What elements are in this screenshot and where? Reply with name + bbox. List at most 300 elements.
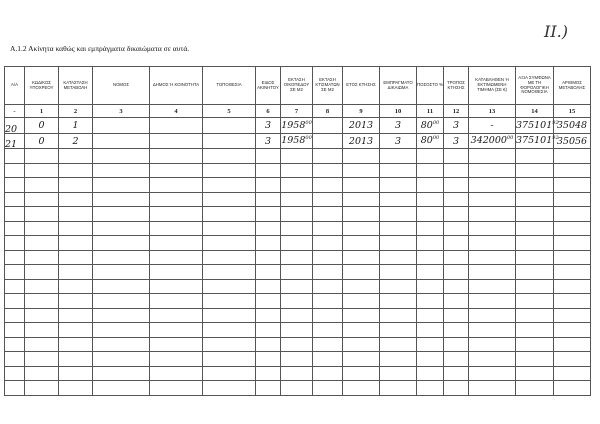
- blank-cell: [256, 178, 281, 193]
- blank-cell: [150, 366, 203, 381]
- blank-cell: [313, 163, 343, 178]
- blank-table-row: [5, 366, 591, 381]
- blank-cell: [313, 250, 343, 265]
- blank-cell: [554, 381, 591, 396]
- blank-cell: [516, 265, 554, 280]
- blank-cell: [59, 366, 93, 381]
- redacted-cell: [203, 133, 256, 149]
- blank-cell: [203, 207, 256, 222]
- row-index-margin: 20: [5, 124, 18, 135]
- blank-cell: [93, 279, 150, 294]
- blank-cell: [343, 366, 380, 381]
- blank-table-row: [5, 279, 591, 294]
- blank-cell: [516, 308, 554, 323]
- blank-cell: [5, 337, 25, 352]
- table-row: [5, 118, 591, 134]
- blank-cell: [281, 279, 313, 294]
- blank-cell: [256, 149, 281, 164]
- blank-cell: [516, 149, 554, 164]
- blank-cell: [444, 294, 469, 309]
- blank-cell: [5, 366, 25, 381]
- blank-cell: [5, 323, 25, 338]
- blank-cell: [203, 236, 256, 251]
- blank-cell: [150, 381, 203, 396]
- blank-cell: [313, 149, 343, 164]
- blank-cell: [343, 250, 380, 265]
- blank-cell: [343, 381, 380, 396]
- blank-cell: [203, 163, 256, 178]
- header-cell: ΚΩΔΙΚΟΣ ΥΠΟΧΡΕΟΥ: [25, 67, 59, 105]
- blank-cell: [281, 149, 313, 164]
- blank-table-row: [5, 323, 591, 338]
- blank-table-row: [5, 236, 591, 251]
- cell-aa: [5, 133, 25, 149]
- blank-cell: [5, 221, 25, 236]
- blank-cell: [554, 250, 591, 265]
- blank-cell: [417, 279, 444, 294]
- cell-acquisition-method: 3: [444, 118, 469, 134]
- blank-cell: [203, 366, 256, 381]
- blank-cell: [313, 294, 343, 309]
- blank-cell: [444, 192, 469, 207]
- blank-table-row: [5, 265, 591, 280]
- cell-aa: [5, 118, 25, 134]
- blank-cell: [203, 323, 256, 338]
- blank-cell: [444, 308, 469, 323]
- cell-price-paid: 342000$^{00}$: [469, 133, 516, 149]
- blank-cell: [25, 352, 59, 367]
- blank-cell: [25, 323, 59, 338]
- blank-table-row: [5, 337, 591, 352]
- blank-cell: [554, 163, 591, 178]
- blank-cell: [313, 352, 343, 367]
- header-cell: ΑΞΙΑ ΣΥΜΦΩΝΑ ΜΕ ΤΗ ΦΟΡΟΛΟΓΙΚΗ ΝΟΜΟΘΕΣΙΑ: [516, 67, 554, 105]
- blank-cell: [25, 221, 59, 236]
- blank-cell: [150, 178, 203, 193]
- blank-cell: [554, 178, 591, 193]
- blank-table-row: [5, 207, 591, 222]
- blank-cell: [313, 236, 343, 251]
- cell-acquisition-method: 3: [444, 133, 469, 149]
- blank-cell: [256, 207, 281, 222]
- blank-cell: [343, 294, 380, 309]
- blank-table-row: [5, 178, 591, 193]
- blank-cell: [93, 352, 150, 367]
- blank-cell: [281, 178, 313, 193]
- blank-cell: [313, 192, 343, 207]
- blank-cell: [417, 352, 444, 367]
- blank-cell: [281, 236, 313, 251]
- blank-cell: [417, 207, 444, 222]
- blank-cell: [25, 178, 59, 193]
- blank-cell: [150, 294, 203, 309]
- blank-cell: [469, 149, 516, 164]
- blank-cell: [25, 381, 59, 396]
- blank-cell: [516, 221, 554, 236]
- blank-cell: [554, 265, 591, 280]
- blank-cell: [5, 265, 25, 280]
- blank-cell: [59, 308, 93, 323]
- blank-cell: [516, 192, 554, 207]
- blank-cell: [380, 337, 417, 352]
- blank-cell: [554, 149, 591, 164]
- blank-table-row: [5, 221, 591, 236]
- blank-cell: [59, 265, 93, 280]
- blank-cell: [150, 323, 203, 338]
- cell-building-area: [313, 133, 343, 149]
- blank-cell: [150, 163, 203, 178]
- blank-cell: [150, 192, 203, 207]
- blank-cell: [469, 207, 516, 222]
- blank-cell: [380, 149, 417, 164]
- blank-cell: [417, 337, 444, 352]
- blank-cell: [203, 149, 256, 164]
- blank-cell: [281, 250, 313, 265]
- blank-cell: [516, 250, 554, 265]
- blank-cell: [256, 352, 281, 367]
- blank-cell: [380, 308, 417, 323]
- blank-cell: [25, 163, 59, 178]
- blank-cell: [469, 265, 516, 280]
- cell-obligor-code: 0: [25, 118, 59, 134]
- blank-cell: [343, 323, 380, 338]
- blank-cell: [516, 323, 554, 338]
- blank-cell: [469, 178, 516, 193]
- blank-cell: [554, 221, 591, 236]
- blank-cell: [444, 149, 469, 164]
- blank-cell: [380, 221, 417, 236]
- blank-cell: [59, 279, 93, 294]
- blank-cell: [5, 381, 25, 396]
- column-number: 9: [343, 105, 380, 118]
- section-heading: Α.1.2 Ακίνητα καθώς και εμπράγματα δικαιώματα σε αυτά.: [10, 44, 190, 53]
- blank-cell: [150, 265, 203, 280]
- cell-tax-value: 375101$^{92}$: [516, 118, 554, 134]
- blank-cell: [150, 207, 203, 222]
- blank-cell: [203, 265, 256, 280]
- blank-cell: [343, 207, 380, 222]
- blank-cell: [5, 192, 25, 207]
- column-number: 1: [25, 105, 59, 118]
- blank-cell: [554, 279, 591, 294]
- blank-cell: [203, 192, 256, 207]
- blank-cell: [313, 308, 343, 323]
- blank-cell: [313, 178, 343, 193]
- cell-building-area: [313, 118, 343, 134]
- cell-tax-value: 375101$^{92}$: [516, 133, 554, 149]
- blank-cell: [150, 149, 203, 164]
- blank-cell: [25, 207, 59, 222]
- blank-cell: [343, 192, 380, 207]
- cell-price-paid: -: [469, 118, 516, 134]
- blank-cell: [59, 149, 93, 164]
- blank-cell: [343, 308, 380, 323]
- blank-cell: [281, 192, 313, 207]
- header-cell: ΕΙΔΟΣ ΑΚΙΝΗΤΟΥ: [256, 67, 281, 105]
- blank-cell: [25, 366, 59, 381]
- blank-cell: [516, 294, 554, 309]
- blank-cell: [256, 381, 281, 396]
- blank-cell: [281, 337, 313, 352]
- blank-cell: [5, 294, 25, 309]
- blank-cell: [343, 149, 380, 164]
- blank-cell: [203, 294, 256, 309]
- blank-cell: [444, 163, 469, 178]
- blank-cell: [469, 250, 516, 265]
- blank-cell: [93, 178, 150, 193]
- header-cell: ΠΟΣΟΣΤΟ %: [417, 67, 444, 105]
- table-row: [5, 133, 591, 149]
- blank-cell: [256, 163, 281, 178]
- blank-cell: [5, 149, 25, 164]
- cell-obligor-code: 0: [25, 133, 59, 149]
- blank-cell: [417, 366, 444, 381]
- blank-cell: [417, 192, 444, 207]
- blank-cell: [25, 265, 59, 280]
- redacted-cell: [93, 133, 150, 149]
- header-cell: ΤΡΟΠΟΣ ΚΤΗΣΗΣ: [444, 67, 469, 105]
- blank-cell: [93, 221, 150, 236]
- blank-cell: [444, 366, 469, 381]
- blank-cell: [59, 381, 93, 396]
- blank-cell: [5, 207, 25, 222]
- blank-cell: [469, 236, 516, 251]
- column-number: 6: [256, 105, 281, 118]
- blank-cell: [256, 192, 281, 207]
- blank-cell: [417, 265, 444, 280]
- blank-table-row: [5, 192, 591, 207]
- blank-cell: [343, 163, 380, 178]
- blank-cell: [343, 236, 380, 251]
- column-number: 14: [516, 105, 554, 118]
- blank-cell: [444, 178, 469, 193]
- column-number-row: [5, 105, 591, 118]
- cell-percentage: $80^{00}$: [417, 133, 444, 149]
- blank-cell: [516, 279, 554, 294]
- blank-cell: [93, 337, 150, 352]
- column-number: 4: [150, 105, 203, 118]
- header-cell: ΝΟΜΟΣ: [93, 67, 150, 105]
- blank-cell: [469, 337, 516, 352]
- blank-table-row: [5, 308, 591, 323]
- blank-cell: [444, 279, 469, 294]
- blank-cell: [203, 250, 256, 265]
- blank-cell: [281, 265, 313, 280]
- blank-cell: [380, 366, 417, 381]
- blank-cell: [93, 381, 150, 396]
- blank-cell: [203, 337, 256, 352]
- blank-cell: [516, 352, 554, 367]
- blank-cell: [554, 294, 591, 309]
- blank-cell: [469, 294, 516, 309]
- column-number: 12: [444, 105, 469, 118]
- cell-plot-area: 1958$^{00}$: [281, 133, 313, 149]
- column-number: 8: [313, 105, 343, 118]
- blank-cell: [256, 236, 281, 251]
- cell-property-type: 3: [256, 133, 281, 149]
- blank-cell: [380, 265, 417, 280]
- blank-cell: [380, 250, 417, 265]
- blank-cell: [380, 279, 417, 294]
- header-cell: ΕΤΟΣ ΚΤΗΣΗΣ: [343, 67, 380, 105]
- blank-cell: [93, 236, 150, 251]
- blank-cell: [256, 294, 281, 309]
- blank-cell: [25, 149, 59, 164]
- blank-table-row: [5, 149, 591, 164]
- blank-cell: [469, 192, 516, 207]
- cell-property-type: 3: [256, 118, 281, 134]
- blank-cell: [203, 352, 256, 367]
- blank-cell: [469, 279, 516, 294]
- blank-cell: [281, 221, 313, 236]
- blank-cell: [59, 352, 93, 367]
- row-index-margin: 21: [5, 139, 18, 150]
- blank-cell: [203, 279, 256, 294]
- blank-cell: [516, 381, 554, 396]
- blank-cell: [516, 337, 554, 352]
- blank-cell: [469, 381, 516, 396]
- blank-cell: [281, 308, 313, 323]
- blank-cell: [380, 163, 417, 178]
- blank-cell: [256, 366, 281, 381]
- cell-change-number: 35048: [554, 118, 591, 134]
- column-number: 3: [93, 105, 150, 118]
- blank-cell: [5, 178, 25, 193]
- redacted-cell: [150, 118, 203, 134]
- blank-cell: [59, 337, 93, 352]
- blank-table-row: [5, 250, 591, 265]
- blank-cell: [256, 265, 281, 280]
- blank-cell: [380, 192, 417, 207]
- blank-cell: [281, 207, 313, 222]
- blank-cell: [25, 236, 59, 251]
- blank-cell: [516, 236, 554, 251]
- cell-change-status: 1: [59, 118, 93, 134]
- blank-cell: [150, 250, 203, 265]
- blank-cell: [417, 250, 444, 265]
- blank-cell: [59, 163, 93, 178]
- blank-cell: [25, 279, 59, 294]
- blank-cell: [444, 221, 469, 236]
- blank-cell: [313, 221, 343, 236]
- blank-cell: [343, 178, 380, 193]
- blank-cell: [256, 279, 281, 294]
- blank-cell: [150, 279, 203, 294]
- blank-cell: [444, 207, 469, 222]
- blank-cell: [343, 279, 380, 294]
- blank-cell: [93, 149, 150, 164]
- blank-cell: [469, 352, 516, 367]
- blank-cell: [554, 207, 591, 222]
- blank-cell: [93, 294, 150, 309]
- cell-real-right: 3: [380, 118, 417, 134]
- blank-cell: [203, 308, 256, 323]
- header-cell: ΕΚΤΑΣΗ ΚΤΙΣΜΑΤΩΝ ΣΕ Μ2: [313, 67, 343, 105]
- blank-cell: [281, 366, 313, 381]
- blank-cell: [59, 178, 93, 193]
- blank-cell: [93, 308, 150, 323]
- cell-acquisition-year: 2013: [343, 133, 380, 149]
- blank-cell: [313, 279, 343, 294]
- blank-cell: [380, 381, 417, 396]
- blank-cell: [93, 265, 150, 280]
- blank-cell: [93, 207, 150, 222]
- blank-cell: [554, 366, 591, 381]
- page-number-mark: II.): [544, 22, 568, 41]
- blank-cell: [313, 366, 343, 381]
- blank-cell: [417, 178, 444, 193]
- blank-cell: [380, 352, 417, 367]
- blank-cell: [5, 308, 25, 323]
- blank-cell: [343, 337, 380, 352]
- blank-cell: [5, 163, 25, 178]
- blank-cell: [281, 352, 313, 367]
- blank-table-row: [5, 163, 591, 178]
- blank-cell: [5, 236, 25, 251]
- blank-cell: [444, 352, 469, 367]
- header-cell: ΕΚΤΑΣΗ ΟΙΚΟΠΕΔΟΥ ΣΕ Μ2: [281, 67, 313, 105]
- blank-cell: [59, 236, 93, 251]
- blank-cell: [93, 192, 150, 207]
- header-cell: Α/Α: [5, 67, 25, 105]
- blank-cell: [150, 236, 203, 251]
- blank-cell: [59, 207, 93, 222]
- cell-change-status: 2: [59, 133, 93, 149]
- blank-cell: [417, 323, 444, 338]
- blank-cell: [93, 323, 150, 338]
- blank-cell: [5, 352, 25, 367]
- header-cell: ΕΜΠΡΑΓΜΑΤΟ ΔΙΚΑΙΩΜΑ: [380, 67, 417, 105]
- cell-acquisition-year: 2013: [343, 118, 380, 134]
- blank-cell: [469, 366, 516, 381]
- header-cell: ΤΟΠΟΘΕΣΙΑ: [203, 67, 256, 105]
- blank-cell: [516, 178, 554, 193]
- blank-cell: [25, 250, 59, 265]
- blank-cell: [343, 265, 380, 280]
- column-number: 2: [59, 105, 93, 118]
- blank-cell: [380, 236, 417, 251]
- blank-cell: [150, 337, 203, 352]
- column-number: 10: [380, 105, 417, 118]
- blank-cell: [444, 265, 469, 280]
- blank-cell: [444, 250, 469, 265]
- blank-cell: [256, 221, 281, 236]
- column-number: 7: [281, 105, 313, 118]
- blank-cell: [469, 163, 516, 178]
- blank-cell: [59, 250, 93, 265]
- blank-cell: [417, 221, 444, 236]
- blank-cell: [417, 294, 444, 309]
- blank-cell: [281, 323, 313, 338]
- blank-cell: [417, 149, 444, 164]
- blank-cell: [444, 236, 469, 251]
- blank-cell: [93, 250, 150, 265]
- cell-percentage: $80^{00}$: [417, 118, 444, 134]
- blank-cell: [554, 352, 591, 367]
- blank-cell: [150, 308, 203, 323]
- blank-cell: [417, 236, 444, 251]
- blank-cell: [444, 323, 469, 338]
- redacted-cell: [150, 133, 203, 149]
- blank-cell: [516, 366, 554, 381]
- cell-real-right: 3: [380, 133, 417, 149]
- blank-cell: [59, 294, 93, 309]
- blank-cell: [281, 163, 313, 178]
- blank-cell: [150, 221, 203, 236]
- blank-cell: [469, 308, 516, 323]
- assets-table: [4, 66, 591, 396]
- blank-cell: [203, 178, 256, 193]
